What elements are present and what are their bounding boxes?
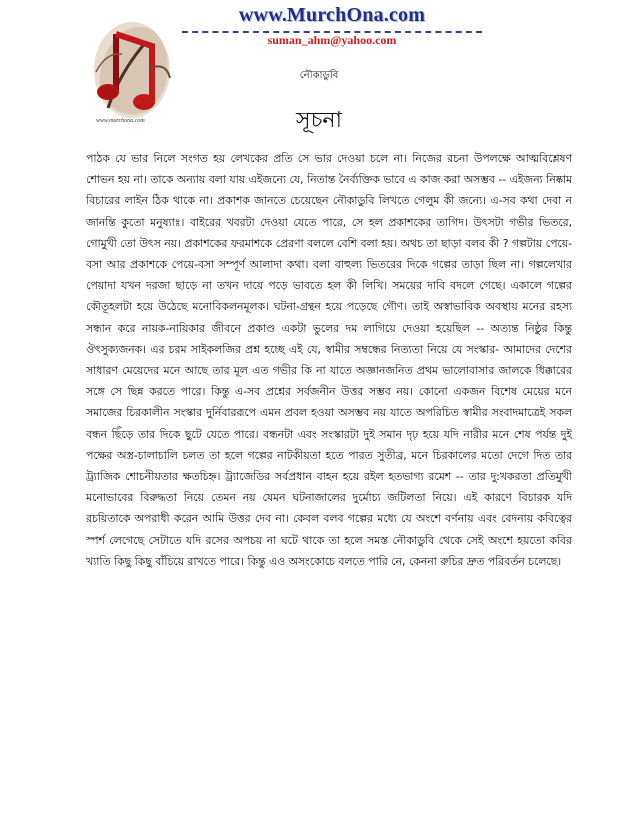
book-title: নৌকাডুবি	[299, 70, 339, 81]
section-heading: সূচনা	[296, 108, 342, 133]
body-paragraph: পাঠক যে ভার নিলে সংগত হয় লেখকের প্রতি সে ভার দেওয়া চলে না। নিজের রচনা উপলক্ষে আত্মবিশ্লেষণ শোভন হয় না। তাকে অন্যায় বলা যায় এইজন্যে যে, নিতান্ত নৈর্ব্যক্তিক ভাবে এ কাজ করা অসম্ভব -- এইজন্য নিষ্কাম বিচারের লাইন ঠিক থাকে না। প্রকাশক জানতে চেয়েছেন নৌকাডুবি লিখতে গেলুম কী জন্যে। এ-সব কথা দেবা ন জানন্তি কুতো মনুষ্যাঃ। বাইরের খবরটা দেওয়া যেতে পারে, সে হল প্রকাশকের তাগিদ। উৎসটা গভীর ভিতরে, গোমুখী তো উৎস নয়। প্রকাশকের ফরমাশকে প্রেরণা বললে বেশি বলা হয়। অথচ তা ছাড়া বলব কী ? গল্পটায় পেয়ে-বসা আর প্রকাশকে পেয়ে-বসা সম্পূর্ণ আলাদা কথা। বলা বাহুল্য ভিতরের দিকে গল্পের তাড়া ছিল না। গল্পলেখার পেয়াদা যখন দরজা ছাড়ে না তখন দায়ে পড়ে ভাবতে হল কী লিখি। সময়ের দাবি বদলে গেছে। একালে গল্পের কৌতূহলটা হয়ে উঠেছে মনোবিকলনমূলক। ঘটনা-গ্রন্থন হয়ে পড়েছে গৌণ। তাই অস্বাভাবিক অবস্থায় মনের রহস্য সন্ধান করে নায়ক-নায়িকার জীবনে প্রকাণ্ড একটা ভুলের দম লাগিয়ে দেওয়া হয়েছিল -- অত্যন্ত নিষ্ঠুর কিন্তু ঔৎসুক্যজনক। এর চরম সাইকলজির প্রশ্ন হচ্ছে এই যে, স্বামীর সম্বন্ধের নিত্যতা নিয়ে যে সংস্কার- আমাদের দেশের সাধারণ মেয়েদের মনে আছে তার মূল এত গভীর কি না যাতে অজ্ঞানজনিত প্রথম ভালোবাসার জালকে ধিক্কারের সঙ্গে সে ছিন্ন করতে পারে। কিন্তু এ-সব প্রশ্নের সর্বজনীন উত্তর সম্ভব নয়। কোনো একজন বিশেষ মেয়ের মনে সমাজের চিরকালীন সংস্কার দুর্নিবাররূপে এমন প্রবল হওয়া অসম্ভব নয় যাতে অপরিচিত স্বামীর সংবাদমাত্রেই সকল বন্ধন ছিঁড়ে তার দিকে ছুটে যেতে পারে। বন্ধনটা এবং সংস্কারটা দুই সমান দৃঢ় হয়ে যদি নারীর মনে শেষ পর্যন্ত দুই পক্ষের অস্ত্র-চালাচালি চলত তা হলে গল্পের নাটকীয়তা হতে পারত সুতীব্র, মনে চিরকালের মতো দেগে দিত তার ট্র্যাজিক শোচনীয়তার ক্ষতচিহ্ন। ট্র্যাজেডির সর্বপ্রধান বাহন হয়ে রইল হতভাগ্য রমেশ -- তার দু:খকরতা প্রতিমুখী মনোভাবের বিরুদ্ধতা নিয়ে তেমন নয় যেমন ঘটনাজালের দুর্মোচ্য জটিলতা নিয়ে। এই কারণে বিচারক যদি রচয়িতাকে অপরাধী করেন আমি উত্তর দেব না। কেবল বলব গল্পের মধ্যে যে অংশে বর্ণনায় এবং বেদনায় কবিত্বের স্পর্শ লেগেছে সেটাতে যদি রসের অপচয় না ঘটে থাকে তা হলে সমস্ত নৌকাডুবি থেকে সেই অংশে হয়তো কবির খ্যাতি কিছু কিছু বাঁচিয়ে রাখতে পারে। কিন্তু এও অসংকোচে বলতে পারি নে, কেননা রুচির দ্রুত পরিবর্তন চলেছে।	[86, 152, 572, 568]
logo-caption: www.murchona.com	[96, 118, 145, 124]
site-url[interactable]: www.MurchOna.com	[238, 4, 426, 26]
email-address[interactable]: suman_ahm@yahoo.com	[267, 33, 397, 47]
